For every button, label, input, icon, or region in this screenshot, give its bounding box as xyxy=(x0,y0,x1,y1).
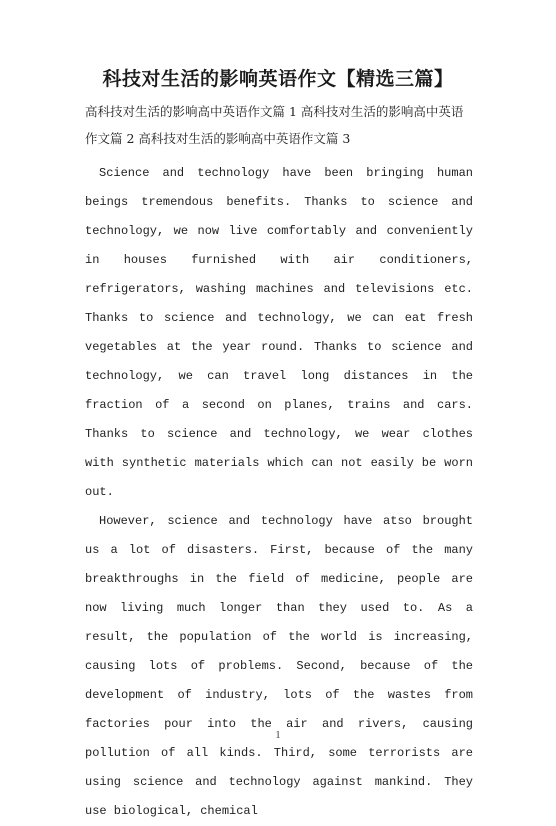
document-title: 科技对生活的影响英语作文【精选三篇】 xyxy=(102,68,454,90)
paragraph-1: Science and technology have been bringing human beings tremendous benefits. Thanks to science and technology, we now live comfortably and conveniently in houses furnished with air conditioners, refrigerators, washing machines and televisions etc. Thanks to science and technology, we can eat fresh vegetables at the year round. Thanks to science and technology, we can travel long distances in the fraction of a second on planes, trains and cars. Thanks to science and technology, we wear clothes with synthetic materials which can not easily be worn out. xyxy=(85,166,473,499)
table-of-contents: 高科技对生活的影响高中英语作文篇 1 高科技对生活的影响高中英语作文篇 2 高科技对生活的影响高中英语作文篇 3 xyxy=(85,104,464,146)
document-body xyxy=(85,159,473,826)
page-number: 1 xyxy=(275,730,281,741)
paragraph-2: However, science and technology have atso brought us a lot of disasters. First, because of the many breakthroughs in the field of medicine, people are now living much longer than they used to. As a result, the population of the world is increasing, causing lots of problems. Second, because of the development of industry, lots of the wastes from factories pour into the air and rivers, causing pollution of all kinds. Third, some terrorists are using science and technology against mankind. They use biological, chemical xyxy=(85,514,473,818)
